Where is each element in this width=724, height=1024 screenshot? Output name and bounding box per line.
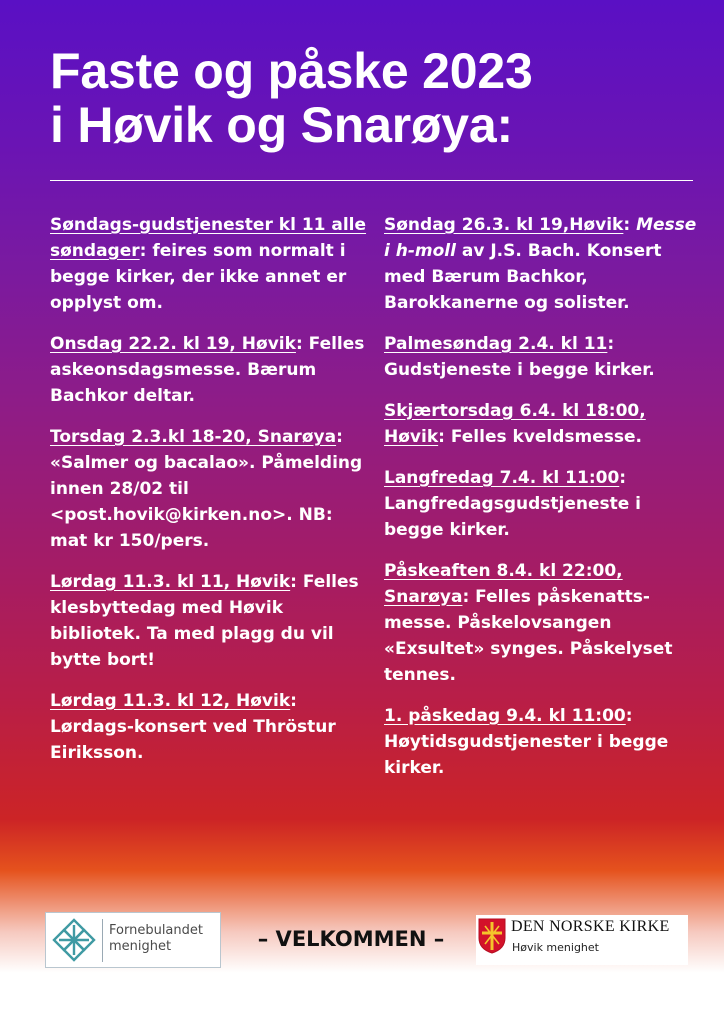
event-heading: Skjærtorsdag 6.4. kl 18:00, Høvik bbox=[384, 401, 646, 447]
event-maundy-thursday bbox=[384, 398, 704, 450]
event-body: : Gudstjeneste i begge kirker. bbox=[384, 334, 655, 380]
logo-line-2: menighet bbox=[109, 939, 172, 954]
fornebulandet-logo bbox=[45, 912, 221, 968]
logo-line-1: Fornebulandet bbox=[109, 923, 203, 938]
event-clothes-swap bbox=[50, 569, 370, 673]
title-line-2: i Høvik og Snarøya: bbox=[50, 97, 513, 153]
event-work-title: Messe i h-moll bbox=[384, 215, 697, 261]
welcome-text: – VELKOMMEN – bbox=[257, 927, 445, 951]
event-easter-day bbox=[384, 703, 704, 781]
fornebulandet-cross-icon bbox=[51, 917, 97, 963]
event-heading: Torsdag 2.3.kl 18-20, Snarøya bbox=[50, 427, 337, 447]
event-saturday-concert bbox=[50, 688, 370, 766]
fornebulandet-wordmark bbox=[109, 923, 203, 955]
event-good-friday bbox=[384, 465, 704, 543]
event-body: : Langfredagsgudstjeneste i begge kirker. bbox=[384, 468, 642, 540]
event-salmer-bacalao bbox=[50, 424, 370, 554]
event-ash-wednesday bbox=[50, 331, 370, 409]
den-norske-kirke-shield-icon bbox=[478, 918, 506, 954]
event-body: : feires som normalt i begge kirker, der ikke annet er opplyst om. bbox=[50, 241, 347, 313]
event-heading: Påskeaften 8.4. kl 22:00, Snarøya bbox=[384, 561, 623, 607]
event-body: : Felles klesbyttedag med Høvik bibliotek. Ta med plagg du vil bytte bort! bbox=[50, 572, 359, 670]
event-body: : Lørdags-konsert ved Thröstur Eiriksson. bbox=[50, 691, 336, 763]
left-event-column bbox=[50, 212, 370, 781]
event-body: av J.S. Bach. Konsert med Bærum Bachkor, Barokkanerne og solister. bbox=[384, 241, 662, 313]
event-heading: Lørdag 11.3. kl 11, Høvik bbox=[50, 572, 291, 592]
event-body: : Felles kveldsmesse. bbox=[438, 427, 643, 447]
right-event-column bbox=[384, 212, 704, 796]
event-body: : Høytidsgudstjenester i begge kirker. bbox=[384, 706, 669, 778]
event-mass-b-minor bbox=[384, 212, 704, 316]
footer bbox=[0, 905, 724, 980]
den-norske-kirke-logo bbox=[476, 915, 688, 965]
event-heading: Palmesøndag 2.4. kl 11 bbox=[384, 334, 608, 354]
event-body: : Felles askeonsdagsmesse. Bærum Bachkor deltar. bbox=[50, 334, 365, 406]
title-line-1: Faste og påske 2023 bbox=[50, 43, 533, 99]
event-heading: Onsdag 22.2. kl 19, Høvik bbox=[50, 334, 296, 354]
event-heading: Søndag 26.3. kl 19,Høvik bbox=[384, 215, 624, 235]
title-divider bbox=[50, 180, 693, 181]
event-body-prefix: : bbox=[623, 215, 637, 235]
event-sunday-services bbox=[50, 212, 370, 316]
event-heading: Søndags-gudstjenester kl 11 alle søndager bbox=[50, 215, 367, 261]
event-easter-eve bbox=[384, 558, 704, 688]
church-parish-name: Høvik menighet bbox=[512, 941, 599, 954]
event-heading: Langfredag 7.4. kl 11:00 bbox=[384, 468, 620, 488]
event-heading: Lørdag 11.3. kl 12, Høvik bbox=[50, 691, 291, 711]
event-heading: 1. påskedag 9.4. kl 11:00 bbox=[384, 706, 626, 726]
page-title bbox=[50, 44, 700, 152]
event-body: : Felles påskenatts-messe. Påskelovsangen «Exsultet» synges. Påskelyset tennes. bbox=[384, 587, 673, 685]
logo-divider bbox=[102, 919, 103, 962]
church-org-name: DEN NORSKE KIRKE bbox=[511, 918, 670, 935]
event-body: : «Salmer og bacalao». Påmelding innen 28/02 til <post.hovik@kirken.no>. NB: mat kr 150/pers. bbox=[50, 427, 363, 551]
event-palm-sunday bbox=[384, 331, 704, 383]
